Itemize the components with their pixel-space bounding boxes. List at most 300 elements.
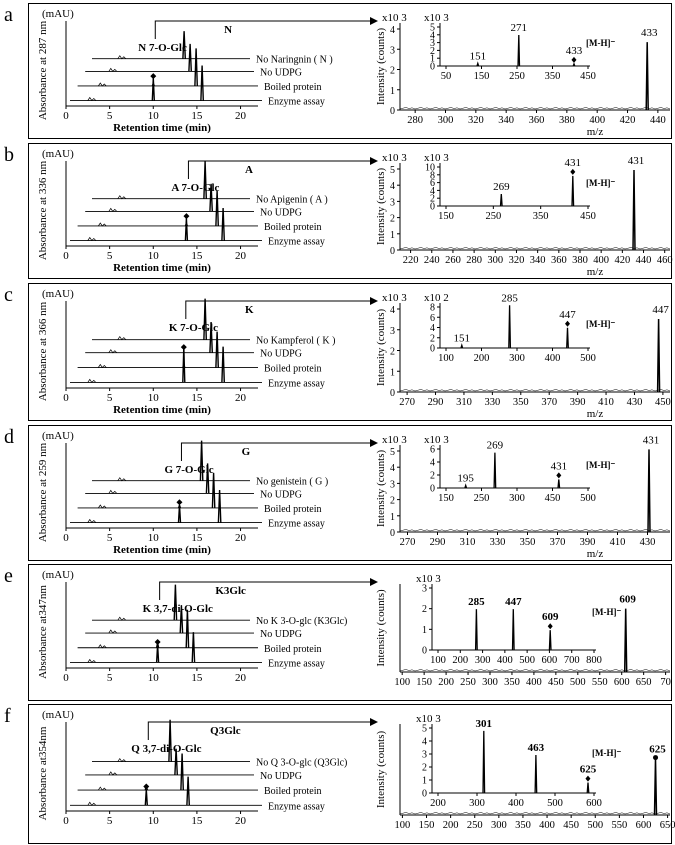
- hplc-substrate-peak: [186, 610, 188, 648]
- ms-y-tick-label: 0: [390, 106, 395, 117]
- ms-x-tick-label: 320: [508, 255, 525, 266]
- link-arrow-line: [155, 21, 370, 39]
- ms-y-tick-label: 4: [390, 463, 395, 475]
- ms-ion-label: [M-H]⁻: [586, 460, 616, 471]
- ms-ion-label: [M-H]⁻: [586, 318, 616, 329]
- ms-main-peak: [655, 759, 657, 815]
- hplc-substrate-peak: [181, 754, 183, 791]
- product-label: K 7-O-Glc: [168, 322, 219, 334]
- ms-inset-x-tick-label: 300: [509, 353, 525, 364]
- ms-inset-peak: [477, 63, 479, 66]
- ms-inset-x-tick-label: 700: [563, 655, 580, 666]
- hplc-x-tick-label: 5: [106, 815, 113, 827]
- hplc-x-tick-label: 10: [147, 815, 159, 827]
- ms-inset-y-tick-label: 1: [422, 775, 427, 787]
- ms-x-tick-label: 460: [656, 255, 673, 266]
- ms-x-tick-label: 600: [613, 677, 630, 688]
- ms-x-tick-label: 450: [563, 820, 580, 831]
- ms-inset-x-tick-label: 450: [580, 211, 596, 222]
- ms-inset-scale-label: x10 3: [424, 12, 449, 24]
- hplc-trace-label: No Naringnin ( N ): [256, 54, 333, 66]
- ms-inset-y-tick-label: 1: [430, 53, 435, 65]
- product-label: N 7-O-Glc: [138, 42, 187, 54]
- hplc-x-tick-label: 20: [235, 110, 247, 122]
- hplc-unit-label: (mAU): [42, 288, 74, 300]
- ms-x-tick-label: 400: [593, 255, 610, 266]
- panel-b: [4, 144, 673, 279]
- ms-inset-peak-label: 285: [468, 596, 485, 609]
- ms-main-peak-label: 431: [642, 434, 660, 447]
- hplc-x-tick-label: 5: [106, 532, 113, 544]
- link-arrow-line: [181, 443, 370, 461]
- ms-x-tick-label: 350: [519, 537, 536, 548]
- hplc-x-tick-label: 0: [63, 672, 69, 684]
- hplc-x-axis-label: Retention time (min): [113, 404, 211, 416]
- substrate-label: N: [224, 24, 233, 36]
- ms-y-axis-label: Intensity (counts): [375, 449, 387, 528]
- ms-scale-label: x10 3: [382, 12, 407, 24]
- ms-x-tick-label: 350: [512, 397, 529, 408]
- ms-x-tick-label: 330: [484, 397, 501, 408]
- ms-inset-peak: [465, 485, 467, 488]
- ms-inset-y-tick-label: 4: [430, 323, 435, 334]
- hplc-trace-label: Enzyme assay: [268, 518, 325, 530]
- ms-inset-y-tick-label: 6: [430, 312, 435, 324]
- panel-letter: f: [4, 705, 11, 727]
- ms-inset-x-tick-label: 400: [544, 353, 561, 364]
- product-marker-icon: [181, 344, 187, 350]
- hplc-x-tick-label: 0: [63, 110, 69, 122]
- hplc-substrate-peak: [216, 191, 218, 226]
- ms-x-tick-label: 290: [429, 537, 446, 548]
- ms-y-tick-label: 2: [390, 495, 395, 507]
- ms-x-tick-label: 280: [466, 255, 482, 266]
- hplc-solvent-peaks: [109, 490, 117, 493]
- hplc-x-tick-label: 0: [63, 392, 69, 404]
- panel-letter: c: [4, 284, 13, 306]
- ms-main-peak-marker-icon: [653, 755, 658, 760]
- ms-x-tick-label: 200: [442, 820, 459, 831]
- ms-x-tick-label: 400: [589, 115, 606, 126]
- hplc-x-tick-label: 20: [235, 392, 247, 404]
- hplc-x-axis-label: Retention time (min): [113, 262, 211, 274]
- ms-inset-peak-label: 151: [453, 332, 471, 345]
- ms-y-tick-label: 2: [390, 346, 395, 358]
- link-arrow-line: [186, 301, 370, 319]
- ms-x-tick-label: 400: [526, 677, 542, 688]
- hplc-product-peak: [183, 347, 185, 383]
- ms-y-axis-label: Intensity (counts): [375, 730, 387, 809]
- ms-ion-label: [M-H]⁻: [586, 178, 616, 189]
- ms-inset-x-tick-label: 100: [430, 655, 446, 666]
- ms-y-tick-label: 3: [390, 325, 395, 337]
- ms-noise: [400, 529, 670, 531]
- ms-y-tick-label: 5: [390, 447, 395, 458]
- ms-x-tick-label: 440: [649, 115, 666, 126]
- ms-y-axis-label: Intensity (counts): [375, 308, 387, 387]
- ms-inset-x-tick-label: 500: [547, 798, 563, 809]
- ms-noise: [400, 247, 670, 249]
- ms-x-tick-label: 420: [619, 115, 636, 126]
- hplc-trace-label: No Kampferol ( K ): [256, 335, 336, 347]
- hplc-y-axis-label: Absorbance at347nm: [37, 585, 49, 679]
- ms-inset-peak-label: 447: [559, 308, 576, 321]
- ms-y-tick-label: 4: [390, 25, 395, 36]
- ms-main-peak-label: 625: [649, 743, 666, 756]
- ms-x-tick-label: 100: [394, 820, 411, 831]
- ms-inset-peak: [518, 35, 520, 66]
- ms-inset-x-tick-label: 150: [473, 71, 490, 82]
- ms-inset-x-tick-label: 100: [438, 353, 454, 364]
- ms-x-tick-label: 270: [399, 397, 415, 408]
- ms-x-tick-label: 320: [467, 115, 484, 126]
- ms-x-tick-label: 360: [528, 115, 545, 126]
- hplc-trace-label: No UDPG: [260, 770, 302, 782]
- ms-x-tick-label: 500: [569, 677, 586, 688]
- hplc-x-tick-label: 15: [191, 250, 203, 262]
- hplc-trace-label: No Apigenin ( A ): [256, 194, 328, 206]
- ms-inset-y-tick-label: 2: [430, 193, 435, 205]
- hplc-unit-label: (mAU): [42, 709, 74, 721]
- ms-inset-y-tick-label: 3: [422, 749, 427, 761]
- link-arrow-head-icon: [370, 439, 378, 447]
- ms-main-peak: [625, 609, 627, 672]
- ms-x-tick-label: 420: [614, 255, 631, 266]
- ms-x-tick-label: 650: [635, 677, 652, 688]
- product-marker-icon: [143, 783, 149, 789]
- ms-inset-y-tick-label: 0: [422, 645, 427, 657]
- ms-inset-peak-label: 269: [486, 439, 504, 452]
- ms-inset-y-tick-label: 4: [430, 185, 435, 197]
- ms-x-tick-label: 450: [547, 677, 564, 688]
- ms-x-tick-label: 330: [489, 537, 506, 548]
- product-label: K 3,7-di-O-Glc: [142, 603, 213, 615]
- ms-inset-y-tick-label: 3: [422, 583, 427, 595]
- hplc-trace-label: No UDPG: [260, 67, 302, 79]
- ms-inset-peak-label: 609: [541, 611, 559, 624]
- ms-x-tick-label: 370: [549, 537, 566, 548]
- ms-inset-peak-label: 301: [475, 717, 493, 730]
- hplc-solvent-peaks: [109, 68, 117, 71]
- hplc-trace-label: Enzyme assay: [268, 378, 325, 390]
- ms-inset-y-tick-label: 0: [430, 61, 435, 73]
- panel-letter: d: [4, 426, 14, 448]
- hplc-substrate-peak: [212, 473, 214, 508]
- ms-inset-peak-label: 285: [501, 292, 518, 305]
- ms-inset-x-tick-label: 450: [544, 493, 561, 504]
- ms-x-tick-label: 350: [515, 820, 531, 831]
- ms-x-axis-label: m/z: [586, 548, 604, 560]
- hplc-substrate-peak: [201, 66, 203, 101]
- ms-main-peak: [646, 42, 648, 110]
- ms-scale-label: x10 3: [382, 152, 407, 164]
- ms-ion-label: [M-H]⁻: [586, 38, 616, 49]
- ms-x-tick-label: 650: [659, 820, 675, 831]
- ms-x-tick-label: 340: [498, 115, 515, 126]
- hplc-trace-label: No Q 3-O-glc (Q3Glc): [256, 757, 348, 769]
- ms-noise: [400, 812, 670, 814]
- ms-inset-scale-label: x10 3: [416, 713, 441, 725]
- hplc-solvent-peaks: [88, 238, 96, 241]
- ms-x-tick-label: 400: [539, 820, 555, 831]
- panel-letter: a: [4, 4, 13, 26]
- ms-inset-y-tick-label: 5: [422, 723, 427, 735]
- hplc-x-tick-label: 10: [147, 672, 159, 684]
- panel-d: [4, 426, 672, 561]
- ms-y-axis-label: Intensity (counts): [375, 27, 387, 106]
- ms-x-tick-label: 550: [611, 820, 628, 831]
- ms-inset-peak-label: 431: [550, 460, 568, 473]
- hplc-solvent-peaks: [88, 98, 96, 101]
- ms-inset-x-tick-label: 800: [586, 655, 602, 666]
- hplc-trace-label: No genistein ( G ): [256, 476, 329, 488]
- hplc-trace-label: No UDPG: [260, 629, 302, 641]
- ms-inset-y-tick-label: 6: [430, 444, 435, 456]
- hplc-trace-label: Boiled protein: [264, 81, 322, 93]
- hplc-unit-label: (mAU): [42, 148, 74, 160]
- ms-ion-label: [M-H]⁻: [592, 607, 622, 618]
- ms-scale-label: x10 3: [382, 292, 407, 304]
- ms-inset-x-tick-label: 600: [541, 655, 558, 666]
- hplc-trace-label: Boiled protein: [264, 643, 322, 655]
- ms-inset-y-tick-label: 0: [430, 483, 435, 495]
- link-arrow-line: [188, 161, 370, 179]
- ms-inset-peak-label: 625: [579, 763, 597, 776]
- hplc-trace-label: Boiled protein: [264, 786, 322, 798]
- ms-inset-x-tick-label: 500: [519, 655, 536, 666]
- hplc-y-axis-label: Absorbance at 366 nm: [37, 301, 49, 402]
- ms-inset-x-tick-label: 400: [496, 655, 513, 666]
- hplc-substrate-peak: [195, 48, 197, 86]
- ms-main-peak-label: 433: [640, 27, 658, 40]
- hplc-substrate-peak: [169, 720, 171, 762]
- ms-main-peak: [633, 170, 635, 250]
- ms-inset-peak-label: 463: [527, 742, 545, 755]
- hplc-x-tick-label: 15: [191, 672, 203, 684]
- hplc-substrate-peak: [222, 347, 224, 383]
- ms-inset-x-tick-label: 350: [544, 71, 561, 82]
- ms-inset-x-tick-label: 200: [452, 655, 469, 666]
- hplc-product-peak: [179, 505, 181, 523]
- ms-y-tick-label: 1: [390, 85, 395, 97]
- ms-x-tick-label: 500: [587, 820, 604, 831]
- ms-inset-x-tick-label: 400: [508, 798, 524, 809]
- hplc-product-peak: [145, 790, 147, 806]
- hplc-x-tick-label: 5: [106, 250, 113, 262]
- hplc-substrate-peak: [192, 632, 194, 662]
- ms-x-tick-label: 290: [427, 397, 444, 408]
- product-marker-icon: [155, 639, 161, 645]
- ms-noise: [400, 389, 670, 391]
- product-label: A 7-O-Glc: [171, 182, 220, 194]
- substrate-label: A: [245, 164, 254, 176]
- ms-main-peak-label: 431: [627, 154, 645, 167]
- ms-inset-x-tick-label: 150: [438, 493, 454, 504]
- ms-x-tick-label: 200: [438, 677, 454, 688]
- substrate-label: Q3Glc: [210, 725, 241, 737]
- hplc-x-axis-label: Retention time (min): [113, 122, 211, 134]
- ms-inset-peak-label: 447: [505, 596, 522, 609]
- ms-x-tick-label: 410: [609, 537, 626, 548]
- ms-y-tick-label: 1: [390, 511, 395, 523]
- ms-x-tick-label: 150: [416, 677, 433, 688]
- ms-inset-scale-label: x10 3: [424, 152, 449, 164]
- ms-x-tick-label: 250: [466, 820, 483, 831]
- ms-x-tick-label: 380: [572, 255, 588, 266]
- ms-inset-x-tick-label: 300: [509, 493, 525, 504]
- ms-inset-x-tick-label: 600: [586, 798, 602, 809]
- ms-x-tick-label: 390: [569, 397, 586, 408]
- ms-inset-peak: [573, 64, 575, 66]
- ms-x-tick-label: 380: [558, 115, 575, 126]
- ms-inset-scale-label: x10 2: [424, 292, 449, 304]
- ms-y-tick-label: 2: [390, 213, 395, 225]
- ms-inset-y-tick-label: 0: [422, 788, 427, 800]
- hplc-solvent-peaks: [109, 208, 117, 211]
- ms-y-tick-label: 0: [390, 246, 395, 257]
- hplc-x-tick-label: 15: [191, 110, 203, 122]
- hplc-substrate-peak: [216, 332, 218, 368]
- ms-inset-x-tick-label: 250: [473, 493, 490, 504]
- ms-main-peak: [658, 319, 660, 392]
- hplc-x-tick-label: 5: [106, 110, 113, 122]
- panel-letter: e: [4, 565, 13, 587]
- ms-noise: [400, 107, 670, 109]
- panel-a: [4, 4, 672, 139]
- ms-y-tick-label: 4: [390, 181, 395, 193]
- hplc-y-axis-label: Absorbance at 336 nm: [37, 160, 49, 261]
- ms-inset-background: [420, 578, 614, 668]
- ms-noise: [400, 669, 670, 671]
- link-arrow-head-icon: [370, 157, 378, 165]
- hplc-trace-label: No UDPG: [260, 348, 302, 360]
- hplc-substrate-peak: [218, 490, 220, 523]
- hplc-substrate-peak: [222, 208, 224, 241]
- hplc-trace-label: Boiled protein: [264, 221, 322, 233]
- ms-x-tick-label: 280: [407, 115, 424, 126]
- substrate-label: K: [245, 304, 254, 316]
- ms-x-tick-label: 390: [579, 537, 596, 548]
- ms-x-tick-label: 370: [541, 397, 558, 408]
- ms-inset-x-tick-label: 350: [532, 211, 549, 222]
- ms-inset-x-tick-label: 200: [430, 798, 446, 809]
- ms-x-tick-label: 270: [399, 537, 416, 548]
- ms-inset-peak-label: 271: [510, 22, 527, 35]
- ms-y-axis-label: Intensity (counts): [375, 589, 387, 667]
- hplc-x-tick-label: 20: [235, 532, 247, 544]
- ms-x-axis-label: m/z: [586, 266, 604, 278]
- hplc-x-tick-label: 20: [235, 815, 247, 827]
- hplc-product-peak: [157, 645, 159, 663]
- hplc-solvent-peaks: [98, 365, 106, 368]
- hplc-solvent-peaks: [118, 337, 126, 340]
- hplc-x-tick-label: 0: [63, 532, 69, 544]
- ms-inset-scale-label: x10 3: [416, 573, 441, 585]
- ms-inset-y-tick-label: 1: [422, 624, 427, 636]
- link-arrow-head-icon: [370, 17, 378, 25]
- ms-x-tick-label: 220: [402, 255, 419, 266]
- ms-x-tick-label: 300: [490, 820, 507, 831]
- hplc-trace-label: No UDPG: [260, 207, 302, 219]
- ms-x-tick-label: 300: [437, 115, 454, 126]
- ms-x-tick-label: 600: [635, 820, 652, 831]
- ms-main-peak-label: 447: [652, 304, 669, 317]
- hplc-x-tick-label: 15: [191, 815, 203, 827]
- ms-x-tick-label: 100: [394, 677, 411, 688]
- ms-inset-y-tick-label: 0: [430, 201, 435, 213]
- ms-x-tick-label: 410: [598, 397, 614, 408]
- ms-inset-x-tick-label: 300: [469, 798, 485, 809]
- ms-main-peak: [648, 449, 650, 532]
- ms-x-tick-label: 450: [655, 397, 671, 408]
- ms-x-tick-label: 300: [482, 677, 498, 688]
- link-arrow-head-icon: [370, 578, 378, 586]
- ms-inset-x-tick-label: 500: [580, 353, 596, 364]
- ms-inset-y-tick-label: 4: [430, 457, 435, 469]
- hplc-substrate-peak: [189, 44, 191, 72]
- hplc-solvent-peaks: [109, 630, 117, 633]
- ms-inset-peak-label: 433: [565, 44, 583, 57]
- ms-inset-y-tick-label: 3: [430, 38, 435, 50]
- hplc-x-tick-label: 10: [147, 110, 159, 122]
- hplc-trace-label: No UDPG: [260, 489, 302, 501]
- hplc-x-tick-label: 0: [63, 815, 69, 827]
- hplc-unit-label: (mAU): [42, 569, 74, 581]
- hplc-x-tick-label: 5: [106, 672, 113, 684]
- ms-inset-x-tick-label: 200: [473, 353, 490, 364]
- ms-x-tick-label: 360: [550, 255, 567, 266]
- hplc-x-tick-label: 20: [235, 250, 247, 262]
- hplc-solvent-peaks: [88, 520, 96, 523]
- hplc-x-tick-label: 10: [147, 392, 159, 404]
- substrate-label: K3Glc: [215, 585, 246, 597]
- hplc-product-peak: [152, 78, 154, 101]
- ms-y-tick-label: 3: [390, 197, 395, 209]
- ms-x-axis-label: m/z: [586, 408, 604, 420]
- hplc-x-tick-label: 15: [191, 392, 203, 404]
- ms-inset-peak-label: 195: [457, 472, 474, 485]
- link-arrow-line: [160, 582, 370, 600]
- hplc-trace-label: Boiled protein: [264, 503, 322, 515]
- ms-x-tick-label: 150: [418, 820, 435, 831]
- ms-y-tick-label: 0: [390, 528, 395, 539]
- hplc-x-tick-label: 15: [191, 532, 203, 544]
- ms-x-tick-label: 310: [456, 397, 472, 408]
- hplc-x-axis-label: Retention time (min): [113, 544, 211, 556]
- ms-inset-y-tick-label: 8: [430, 170, 435, 182]
- ms-inset-x-tick-label: 450: [580, 71, 596, 82]
- ms-x-tick-label: 440: [635, 255, 652, 266]
- hplc-trace-label: Enzyme assay: [268, 236, 325, 248]
- hplc-y-axis-label: Absorbance at 259 nm: [37, 442, 49, 543]
- product-marker-icon: [183, 213, 189, 219]
- hplc-x-tick-label: 0: [63, 250, 69, 262]
- ms-x-tick-label: 260: [445, 255, 461, 266]
- hplc-trace-label: Enzyme assay: [268, 658, 325, 670]
- ms-y-tick-label: 5: [390, 165, 395, 176]
- ms-x-tick-label: 430: [626, 397, 643, 408]
- product-marker-icon: [150, 73, 156, 79]
- ms-y-axis-label: Intensity (counts): [375, 167, 387, 246]
- hplc-trace-label: Enzyme assay: [268, 96, 325, 108]
- hplc-solvent-peaks: [88, 379, 96, 382]
- link-arrow-head-icon: [370, 297, 378, 305]
- hplc-y-axis-label: Absorbance at 287 nm: [37, 20, 49, 121]
- ms-x-axis-label: m/z: [586, 126, 604, 138]
- ms-inset-y-tick-label: 2: [422, 762, 427, 774]
- ms-inset-x-tick-label: 250: [485, 211, 502, 222]
- ms-x-tick-label: 350: [504, 677, 520, 688]
